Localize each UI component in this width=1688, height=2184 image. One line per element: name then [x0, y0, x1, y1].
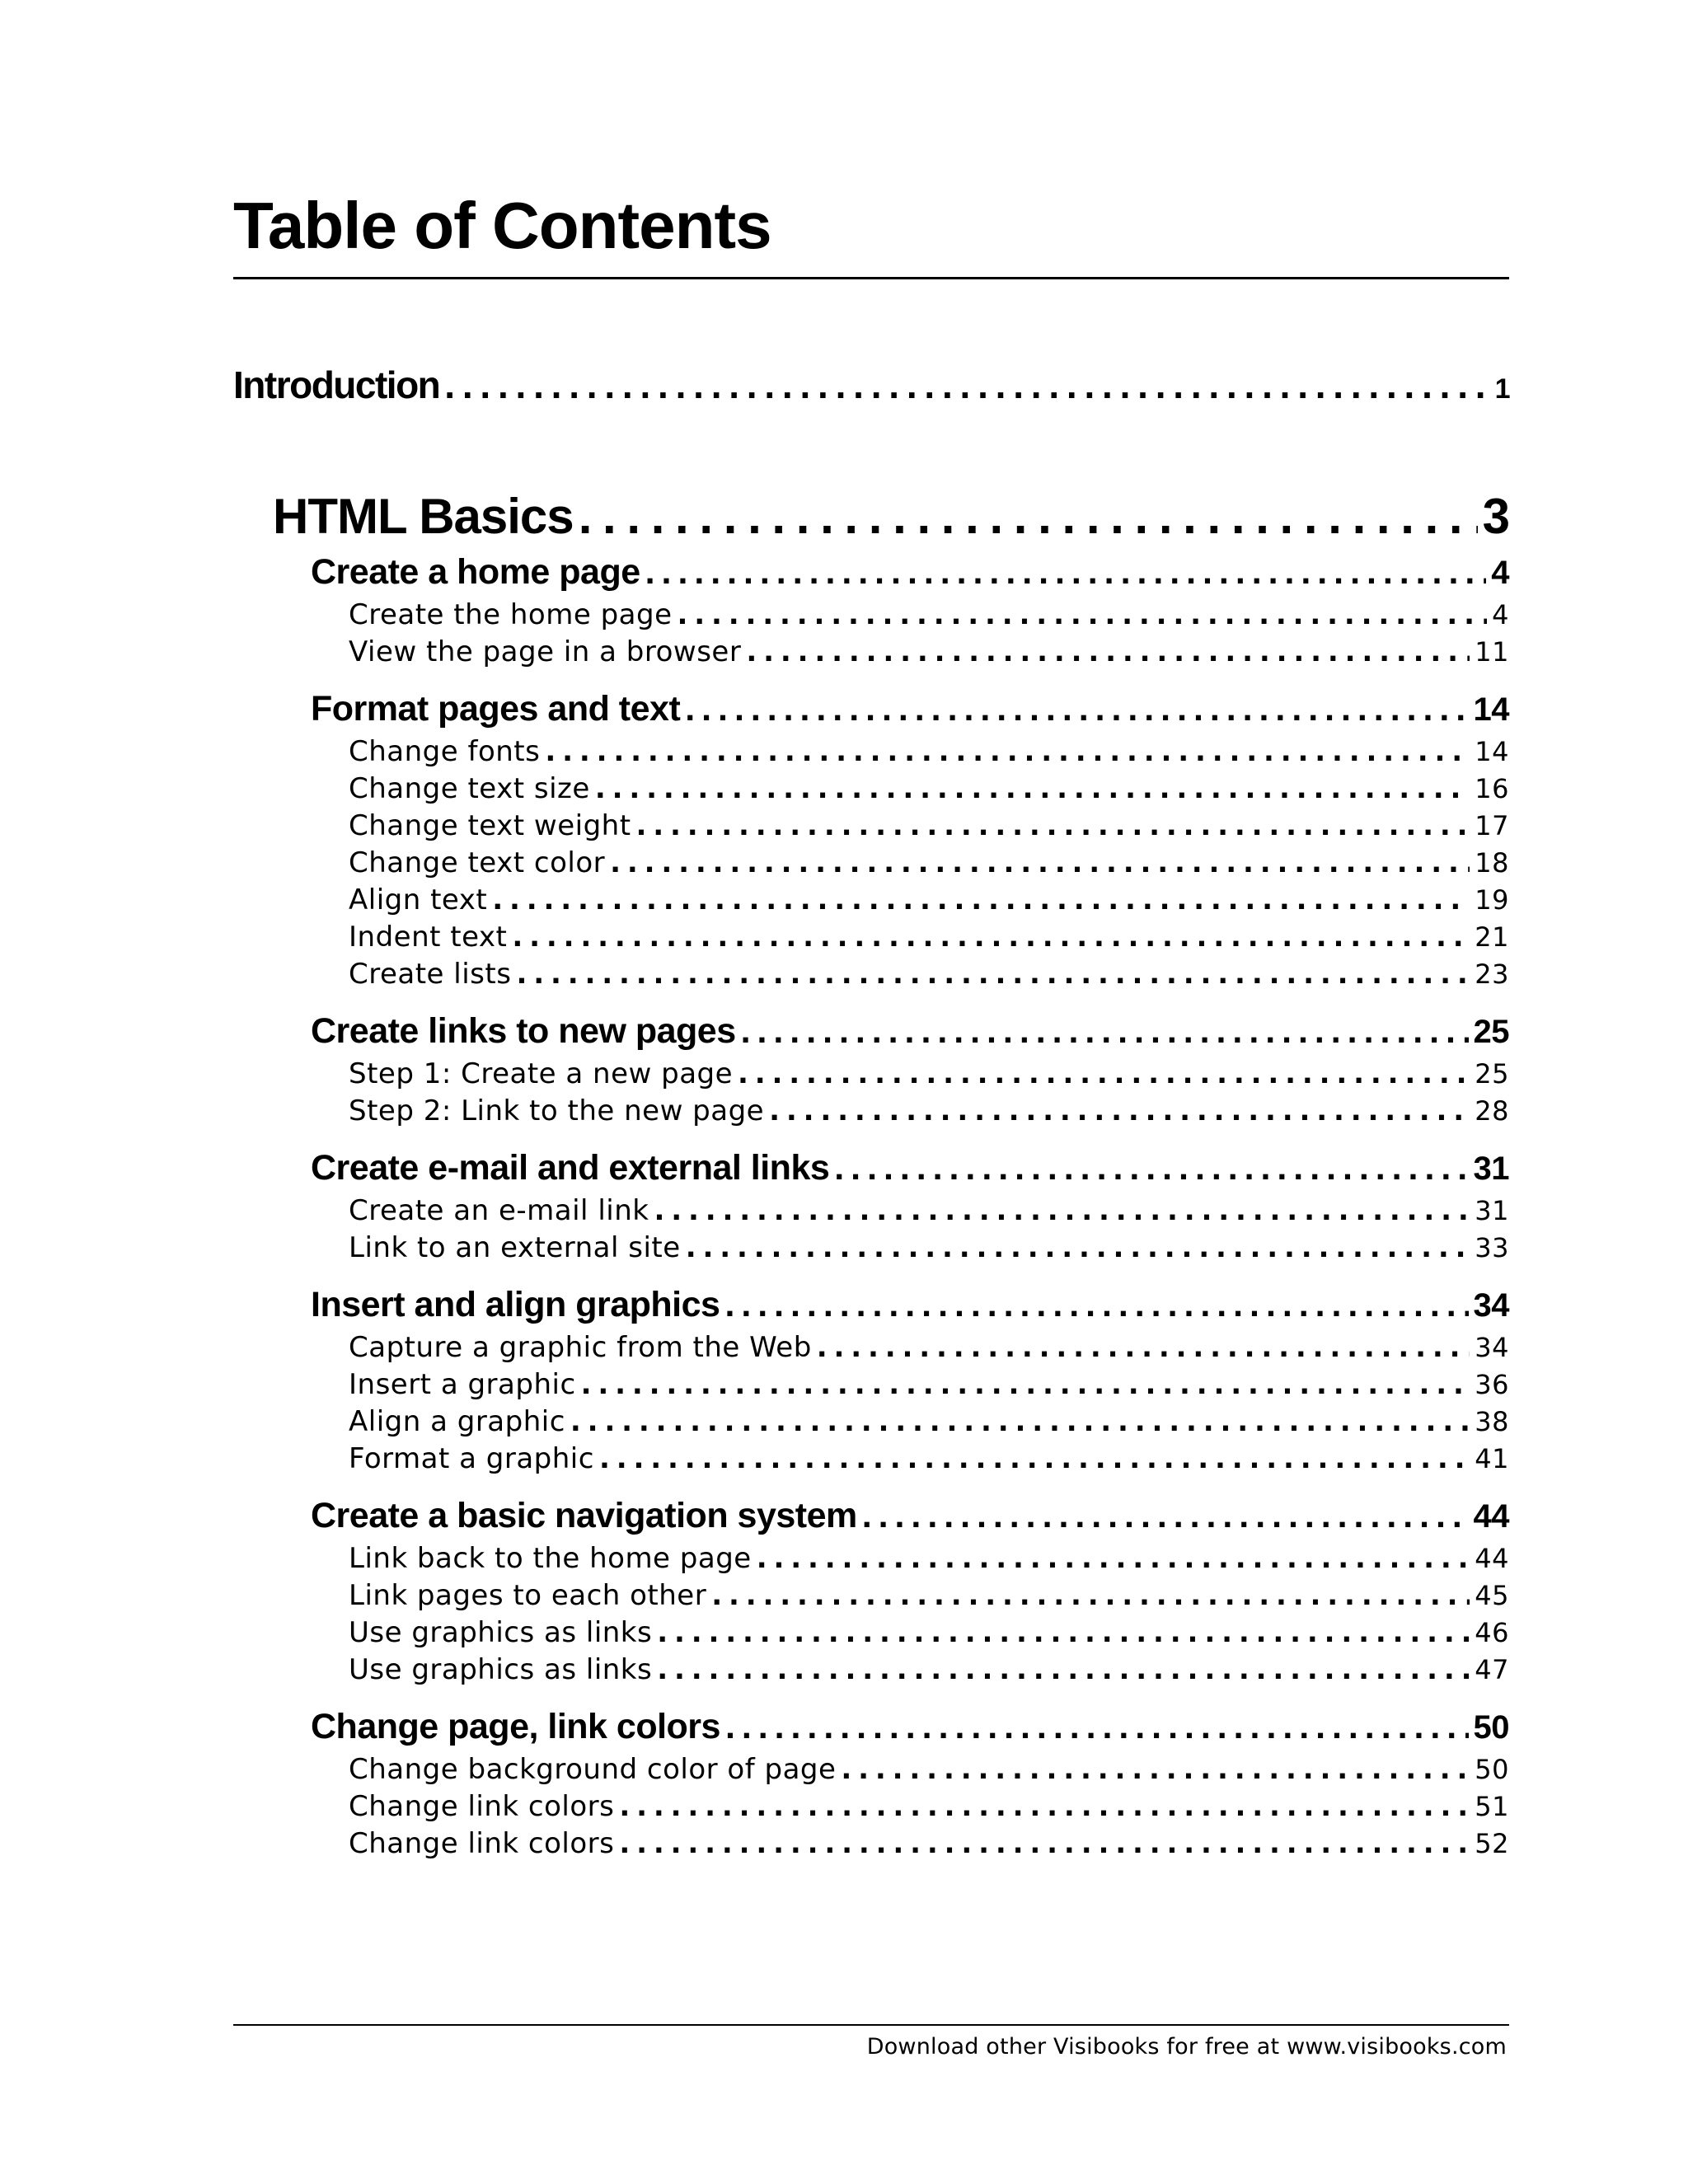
toc-page-number: 52 — [1475, 1828, 1509, 1859]
dot-leader — [654, 1194, 1470, 1227]
toc-page-number: 3 — [1482, 489, 1509, 544]
dot-leader — [741, 1011, 1469, 1052]
toc-page-number: 18 — [1475, 847, 1509, 879]
subentry-label: Format a graphic — [349, 1442, 594, 1475]
toc-page-number: 31 — [1475, 1195, 1509, 1226]
toc-subentry[interactable] — [349, 1542, 1509, 1579]
toc-page-number: 44 — [1475, 1543, 1509, 1574]
toc-subentry[interactable] — [349, 958, 1509, 995]
dot-leader — [610, 846, 1470, 879]
dot-leader — [685, 689, 1468, 729]
subentry-label: Create lists — [349, 958, 512, 991]
toc-sections — [233, 552, 1509, 1864]
toc-subentry[interactable] — [349, 1790, 1509, 1827]
dot-leader — [769, 1094, 1470, 1127]
toc-page-number: 45 — [1475, 1580, 1509, 1611]
toc-page-number: 41 — [1475, 1443, 1509, 1474]
subentry-label: Align a graphic — [349, 1405, 565, 1438]
dot-leader — [841, 1753, 1470, 1786]
toc-page-number: 14 — [1473, 691, 1509, 728]
toc-page-number: 34 — [1473, 1287, 1509, 1324]
subentry-label: Create the home page — [349, 598, 673, 631]
toc-entry-chapter[interactable] — [273, 488, 1509, 552]
subentry-label: Step 2: Link to the new page — [349, 1094, 765, 1127]
toc-subentry[interactable] — [349, 1405, 1509, 1442]
dot-leader — [492, 883, 1470, 916]
toc-page-number: 36 — [1475, 1369, 1509, 1400]
toc-subentry[interactable] — [349, 1753, 1509, 1790]
subentry-label: Change text weight — [349, 809, 631, 842]
table-of-contents — [233, 363, 1509, 1864]
dot-leader — [444, 363, 1489, 407]
footer-divider — [233, 2024, 1509, 2026]
dot-leader — [645, 552, 1487, 593]
toc-section-heading[interactable] — [311, 1148, 1509, 1194]
toc-subentry[interactable] — [349, 772, 1509, 809]
section-label: Insert and align graphics — [311, 1285, 720, 1324]
dot-leader — [757, 1542, 1470, 1575]
toc-page-number: 34 — [1475, 1332, 1509, 1363]
toc-page-number: 19 — [1475, 884, 1509, 916]
toc-page-number: 4 — [1491, 555, 1509, 591]
toc-subentry[interactable] — [349, 809, 1509, 846]
toc-page-number: 17 — [1475, 810, 1509, 841]
toc-subentry[interactable] — [349, 1094, 1509, 1132]
toc-section-heading[interactable] — [311, 1011, 1509, 1057]
section-label: Create a basic navigation system — [311, 1496, 857, 1535]
subentry-label: Link to an external site — [349, 1231, 681, 1264]
toc-page-number: 16 — [1475, 773, 1509, 804]
toc-subentry[interactable] — [349, 1579, 1509, 1616]
toc-page-number: 50 — [1475, 1754, 1509, 1785]
dot-leader — [678, 598, 1488, 631]
toc-page-number: 50 — [1473, 1709, 1509, 1746]
toc-subentry[interactable] — [349, 598, 1509, 635]
toc-section — [311, 1011, 1509, 1132]
subentry-label: Change background color of page — [349, 1753, 837, 1786]
toc-section-heading[interactable] — [311, 1496, 1509, 1542]
toc-section — [311, 1148, 1509, 1268]
dot-leader — [746, 635, 1470, 668]
toc-subentry[interactable] — [349, 1331, 1509, 1368]
toc-page-number: 47 — [1475, 1654, 1509, 1685]
toc-section-heading[interactable] — [311, 1707, 1509, 1753]
subentry-label: Use graphics as links — [349, 1653, 653, 1686]
toc-page-number: 51 — [1475, 1791, 1509, 1822]
dot-leader — [738, 1057, 1470, 1090]
dot-leader — [545, 735, 1470, 768]
subentry-label: Change link colors — [349, 1827, 615, 1860]
toc-subentry[interactable] — [349, 1827, 1509, 1864]
dot-leader — [834, 1148, 1468, 1188]
section-label: Format pages and text — [311, 689, 681, 729]
toc-section — [311, 552, 1509, 673]
subentry-label: Indent text — [349, 921, 508, 954]
section-label: Create a home page — [311, 552, 640, 592]
toc-entry-introduction[interactable] — [233, 363, 1509, 414]
toc-subentry[interactable] — [349, 1368, 1509, 1405]
toc-subentry[interactable] — [349, 921, 1509, 958]
subentry-label: Capture a graphic from the Web — [349, 1331, 812, 1364]
dot-leader — [579, 488, 1478, 545]
toc-page-number: 28 — [1475, 1095, 1509, 1127]
section-label: Change page, link colors — [311, 1707, 720, 1746]
toc-page-number: 11 — [1475, 636, 1509, 668]
dot-leader — [686, 1231, 1470, 1264]
toc-page-number: 23 — [1475, 958, 1509, 990]
subentry-label: Change link colors — [349, 1790, 615, 1823]
dot-leader — [619, 1790, 1470, 1823]
toc-subentry[interactable] — [349, 1194, 1509, 1231]
toc-page-number: 44 — [1473, 1498, 1509, 1535]
toc-page-number: 4 — [1492, 599, 1509, 630]
dot-leader — [711, 1579, 1470, 1612]
subentry-label: Create an e-mail link — [349, 1194, 649, 1227]
title-divider — [233, 277, 1509, 279]
subentry-label: Step 1: Create a new page — [349, 1057, 734, 1090]
toc-section — [311, 1496, 1509, 1690]
toc-page-number: 25 — [1473, 1014, 1509, 1050]
toc-subentry[interactable] — [349, 883, 1509, 921]
dot-leader — [595, 772, 1470, 805]
page-title: Table of Contents — [233, 189, 771, 262]
subentry-label: Change text color — [349, 846, 606, 879]
dot-leader — [570, 1405, 1470, 1438]
toc-page-number: 38 — [1475, 1406, 1509, 1437]
chapter-label: HTML Basics — [273, 489, 574, 544]
toc-section-heading[interactable] — [311, 689, 1509, 735]
dot-leader — [619, 1827, 1470, 1860]
subentry-label: Change fonts — [349, 735, 541, 768]
dot-leader — [516, 958, 1470, 991]
toc-section-heading[interactable] — [311, 1285, 1509, 1331]
subentry-label: Insert a graphic — [349, 1368, 576, 1401]
toc-section — [311, 1707, 1509, 1864]
toc-page-number: 33 — [1475, 1232, 1509, 1263]
subentry-label: View the page in a browser — [349, 635, 742, 668]
dot-leader — [862, 1496, 1469, 1536]
dot-leader — [817, 1331, 1470, 1364]
toc-page-number: 1 — [1494, 373, 1509, 405]
dot-leader — [636, 809, 1470, 842]
toc-page-number: 25 — [1475, 1058, 1509, 1090]
toc-subentry[interactable] — [349, 735, 1509, 772]
toc-page-number: 14 — [1475, 736, 1509, 767]
toc-subentry[interactable] — [349, 1653, 1509, 1690]
toc-subentry[interactable] — [349, 635, 1509, 673]
subentry-label: Change text size — [349, 772, 590, 805]
dot-leader — [724, 1285, 1468, 1325]
toc-entry-label: Introduction — [233, 363, 440, 406]
subentry-label: Use graphics as links — [349, 1616, 653, 1649]
dot-leader — [657, 1616, 1470, 1649]
dot-leader — [725, 1707, 1469, 1747]
toc-subentry[interactable] — [349, 1442, 1509, 1479]
toc-subentry[interactable] — [349, 1057, 1509, 1094]
toc-page-number: 31 — [1473, 1151, 1509, 1187]
dot-leader — [581, 1368, 1470, 1401]
toc-section-heading[interactable] — [311, 552, 1509, 598]
toc-section — [311, 689, 1509, 995]
dot-leader — [599, 1442, 1470, 1475]
dot-leader — [512, 921, 1470, 954]
subentry-label: Link pages to each other — [349, 1579, 707, 1612]
toc-page-number: 21 — [1475, 921, 1509, 953]
toc-page-number: 46 — [1475, 1617, 1509, 1648]
subentry-label: Link back to the home page — [349, 1542, 752, 1575]
dot-leader — [657, 1653, 1470, 1686]
section-label: Create e-mail and external links — [311, 1148, 830, 1188]
subentry-label: Align text — [349, 883, 488, 916]
footer-text: Download other Visibooks for free at www.visibooks.com — [866, 2034, 1507, 2060]
section-label: Create links to new pages — [311, 1011, 736, 1051]
toc-subentry[interactable] — [349, 1231, 1509, 1268]
toc-subentry[interactable] — [349, 846, 1509, 883]
toc-subentry[interactable] — [349, 1616, 1509, 1653]
toc-section — [311, 1285, 1509, 1479]
